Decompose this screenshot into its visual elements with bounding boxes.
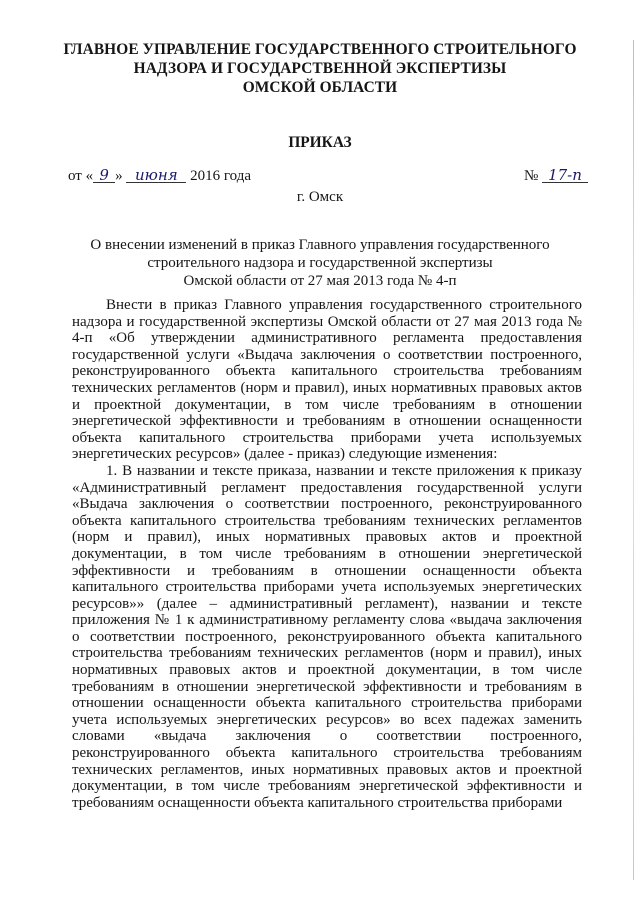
organization-header (60, 40, 580, 97)
order-date (68, 166, 251, 185)
date-prefix: от « (68, 168, 94, 184)
date-quote-close: » (115, 168, 123, 184)
organization-name-line-3: ОМСКОЙ ОБЛАСТИ (242, 79, 398, 96)
handwritten-number: 17-п (542, 166, 588, 184)
document-title: ПРИКАЗ (288, 134, 352, 151)
subject-line-2: строительного надзора и государственной экспертизы (147, 255, 493, 271)
date-year: 2016 года (190, 168, 251, 184)
number-prefix: № (523, 168, 539, 184)
subject-line-1: О внесении изменений в приказ Главного управления государственного (90, 237, 550, 253)
organization-name-line-2: НАДЗОРА И ГОСУДАРСТВЕННОЙ ЭКСПЕРТИЗЫ (133, 60, 507, 77)
handwritten-month: июня (126, 166, 186, 184)
body-paragraph-1: Внести в приказ Главного управления государственного строительного надзора и государственной экспертизы Омской области от 27 мая 2013 года № 4-п «Об утверждении административного регламента предоставления государственной услуги «Выдача заключения о соответствии построенного, реконструированного объекта капитального строительства требованиям технических регламентов (норм и правил), иных нормативных правовых актов и проектной документации, в том числе требованиям в отношении энергетической эффективности и требованиям в отношении оснащенности объекта капитального строительства приборами учета используемых энергетических ресурсов» (далее - приказ) следующие изменения: (72, 297, 582, 463)
order-subject (60, 236, 580, 290)
order-body (72, 297, 582, 811)
organization-name-line-1: ГЛАВНОЕ УПРАВЛЕНИЕ ГОСУДАРСТВЕННОГО СТРОИТЕЛЬНОГО (63, 41, 577, 58)
body-paragraph-2: 1. В названии и тексте приказа, названии и тексте приложения к приказу «Административный регламент предоставления государственной услуги «Выдача заключения о соответствии построенного, реконструированного объекта капитального строительства требованиям технических регламентов (норм и правил), иных нормативных правовых актов и проектной документации, в том числе требованиям в отношении энергетической эффективности и требованиям в отношении оснащенности объекта капитального строительства приборами учета используемых энергетических ресурсов»» (далее – административный регламент), названии и тексте приложения № 1 к административному регламенту слова «выдача заключения о соответствии построенного, реконструированного объекта капитального строительства требованиям технических регламентов (норм и правил), иных нормативных правовых актов и проектной документации, в том числе требованиям в отношении энергетической эффективности и требованиям в отношении оснащенности объекта капитального строительства приборами учета используемых энергетических ресурсов» во всех падежах заменить словами «выдача заключения о соответствии построенного, реконструированного объекта капитального строительства требованиям технических регламентов, иных нормативных правовых актов и проектной документации, в том числе требованиям энергетической эффективности и требованиям оснащенности объекта капитального строительства приборами (72, 462, 582, 811)
handwritten-day: 9 (93, 166, 115, 184)
order-number (524, 166, 588, 185)
subject-line-3: Омской области от 27 мая 2013 года № 4-п (183, 273, 457, 289)
scan-edge-line (633, 40, 634, 880)
city: г. Омск (296, 189, 344, 205)
order-date-number-line (68, 166, 588, 188)
